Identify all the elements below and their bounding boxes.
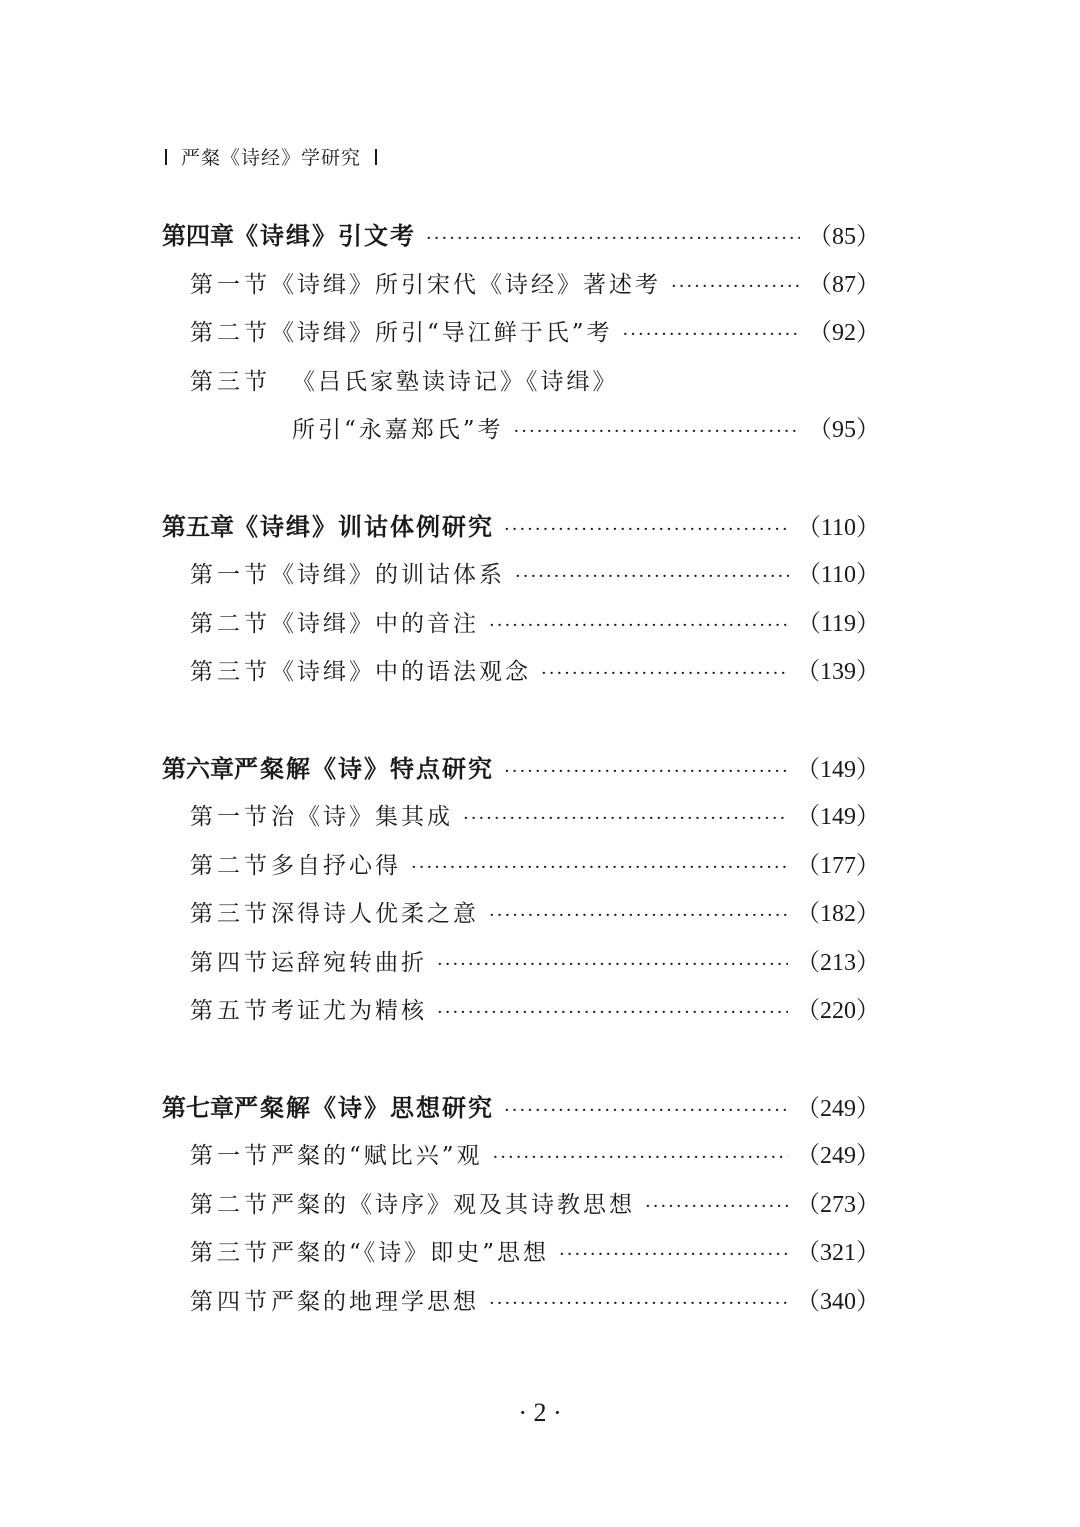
section-number: 第四节 (190, 949, 271, 976)
chapter-heading[interactable] (162, 745, 880, 794)
section-entry[interactable] (162, 261, 880, 310)
section-entry[interactable] (162, 309, 880, 358)
dot-leader (515, 553, 789, 602)
section-entry[interactable] (162, 1278, 880, 1327)
dot-leader (411, 844, 788, 893)
dot-leader (504, 506, 789, 555)
section-title: 《诗缉》所引宋代《诗经》著述考 (271, 271, 661, 298)
page-number: （139） (796, 659, 880, 685)
section-entry-continuation[interactable] (162, 406, 880, 455)
section-title: 《诗缉》中的音注 (271, 610, 479, 637)
chapter-title: 严粲解《诗》思想研究 (234, 1093, 494, 1122)
section-entry[interactable] (162, 1132, 880, 1181)
section-entry[interactable] (162, 890, 880, 939)
chapter-heading[interactable] (162, 1084, 880, 1133)
dot-leader (645, 1183, 788, 1232)
page-number: （92） (808, 320, 880, 346)
chapter-number: 第六章 (162, 754, 234, 783)
page-number: （273） (796, 1191, 880, 1218)
table-of-contents (162, 212, 880, 1374)
chapter-6 (162, 745, 880, 1036)
chapter-heading[interactable] (162, 503, 880, 552)
dot-leader (489, 1280, 788, 1329)
dot-leader (489, 602, 789, 651)
section-entry[interactable] (162, 648, 880, 697)
section-title: 治《诗》集其成 (271, 804, 453, 830)
section-title: 运辞宛转曲折 (271, 949, 427, 976)
section-title: 《诗缉》中的语法观念 (271, 659, 531, 685)
section-entry[interactable] (162, 987, 880, 1036)
section-title: 《诗缉》所引“导江鲜于氏”考 (271, 320, 613, 346)
page-number: （110） (796, 562, 880, 588)
page-number: （182） (796, 901, 880, 927)
section-entry[interactable] (162, 1229, 880, 1278)
section-title: 《吕氏家塾读诗记》《诗缉》 (292, 368, 619, 395)
chapter-title: 《诗缉》引文考 (234, 222, 416, 250)
dot-leader (437, 941, 788, 990)
section-title: 考证尤为精核 (271, 998, 427, 1024)
chapter-title: 严粲解《诗》特点研究 (234, 754, 494, 783)
running-head-title: 严粲《诗经》学研究 (181, 147, 362, 169)
section-title: 严粲的地理学思想 (271, 1288, 479, 1315)
dot-leader (489, 892, 788, 941)
section-entry[interactable] (162, 793, 880, 842)
section-number: 第二节 (190, 852, 271, 879)
dot-leader (463, 795, 788, 844)
running-head-left-rule (165, 149, 167, 165)
section-entry[interactable] (162, 939, 880, 988)
dot-leader (493, 1134, 788, 1183)
dot-leader (426, 215, 800, 264)
page-number: （249） (796, 1143, 880, 1169)
chapter-heading[interactable] (162, 212, 880, 261)
page-folio: · 2 · (518, 1398, 562, 1427)
dot-leader (504, 1087, 788, 1136)
section-title: 严粲的“赋比兴”观 (271, 1143, 483, 1169)
section-entry[interactable] (162, 551, 880, 600)
page-number: （213） (796, 949, 880, 976)
page-number: （149） (796, 756, 880, 783)
page-number: （249） (796, 1095, 880, 1122)
page-number: （95） (808, 417, 880, 443)
dot-leader (514, 408, 800, 457)
page-number: （110） (796, 514, 880, 541)
section-number: 第二节 (190, 610, 271, 637)
page-number: （321） (796, 1240, 880, 1266)
section-entry[interactable] (162, 600, 880, 649)
section-number: 第四节 (190, 1288, 271, 1315)
dot-leader (671, 263, 800, 312)
section-number: 第一节 (190, 1143, 271, 1169)
chapter-number: 第四章 (162, 222, 234, 250)
section-number: 第二节 (190, 1191, 271, 1218)
section-entry[interactable] (162, 1181, 880, 1230)
section-number: 第一节 (190, 271, 271, 298)
chapter-7 (162, 1084, 880, 1327)
section-number: 第三节 (190, 901, 271, 927)
section-number: 第三节 (190, 368, 271, 395)
section-title: 多自抒心得 (271, 852, 401, 879)
chapter-4 (162, 212, 880, 455)
section-number: 第五节 (190, 998, 271, 1024)
chapter-title: 《诗缉》训诂体例研究 (234, 512, 494, 541)
running-head-right-rule (375, 149, 377, 165)
section-number: 第三节 (190, 659, 271, 685)
page-number: （149） (796, 804, 880, 830)
section-title: 严粲的“《诗》即史”思想 (271, 1240, 550, 1266)
section-title-continuation: 所引“永嘉郑氏”考 (292, 417, 504, 443)
page-number: （340） (796, 1288, 880, 1315)
page-number: （85） (808, 224, 880, 250)
chapter-number: 第七章 (162, 1093, 234, 1122)
page-number: （119） (796, 610, 880, 637)
section-entry[interactable] (162, 358, 880, 407)
running-head (165, 143, 377, 170)
section-number: 第一节 (190, 562, 271, 588)
dot-leader (541, 650, 788, 699)
chapter-5 (162, 503, 880, 697)
section-number: 第三节 (190, 1240, 271, 1266)
dot-leader (559, 1231, 788, 1280)
section-number: 第二节 (190, 320, 271, 346)
section-title: 《诗缉》的训诂体系 (271, 562, 505, 588)
page-number: （87） (808, 271, 880, 298)
dot-leader (623, 311, 800, 360)
dot-leader (504, 748, 788, 797)
section-title: 严粲的《诗序》观及其诗教思想 (271, 1191, 635, 1218)
dot-leader (437, 989, 788, 1038)
section-entry[interactable] (162, 842, 880, 891)
page-number: （177） (796, 852, 880, 879)
chapter-number: 第五章 (162, 512, 234, 541)
section-number: 第一节 (190, 804, 271, 830)
page-number: （220） (796, 998, 880, 1024)
section-title: 深得诗人优柔之意 (271, 901, 479, 927)
